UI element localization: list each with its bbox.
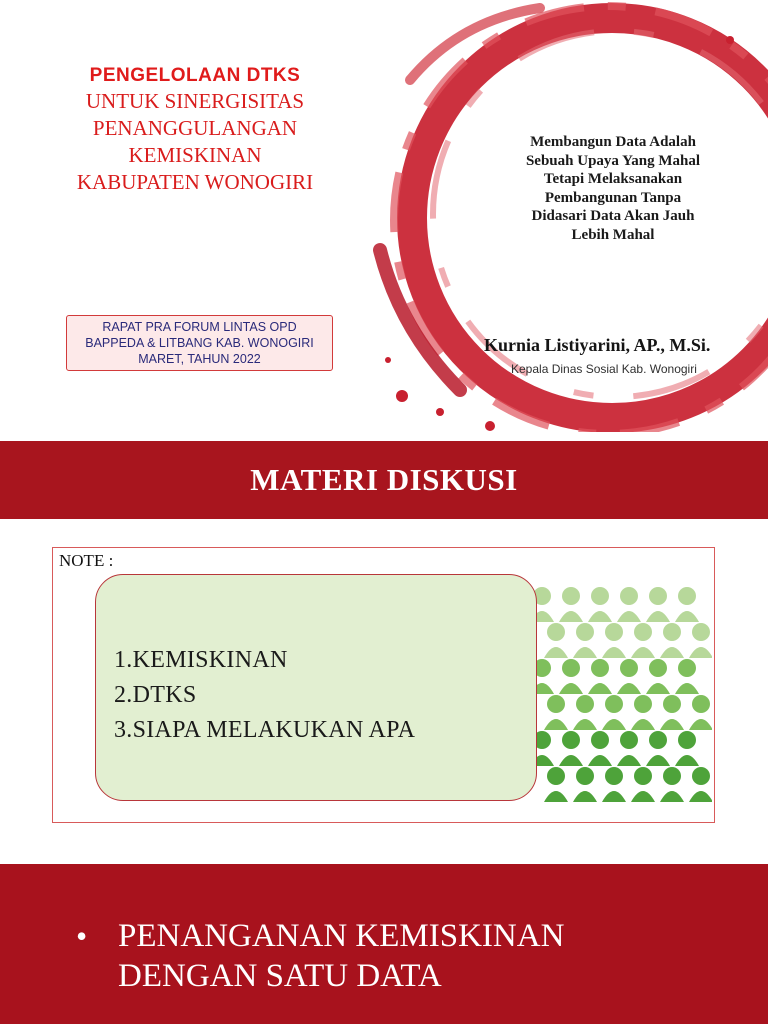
topic-item: 3.SIAPA MELAKUKAN APA — [114, 717, 416, 743]
figure-head — [634, 623, 652, 641]
meeting-line: BAPPEDA & LITBANG KAB. WONOGIRI — [85, 336, 314, 350]
figure-head — [663, 623, 681, 641]
figure-body — [646, 611, 670, 622]
figure-head — [620, 587, 638, 605]
topics-list — [114, 643, 415, 748]
figure-head — [547, 623, 565, 641]
figure-head — [678, 731, 696, 749]
agenda-slide — [0, 432, 768, 864]
author-name: Kurnia Listiyarini, AP., M.Si. — [484, 335, 711, 355]
figure-body — [660, 647, 684, 658]
figure-body — [573, 791, 597, 802]
figure-body — [617, 683, 641, 694]
figure-body — [675, 683, 699, 694]
people-crowd-icon — [530, 582, 712, 808]
quote-line: Membangun Data Adalah — [530, 134, 696, 150]
figure-body — [631, 719, 655, 730]
figure-body — [559, 755, 583, 766]
figure-head — [678, 587, 696, 605]
topic-item: 1.KEMISKINAN — [114, 647, 288, 673]
quote-text — [492, 133, 734, 244]
figure-head — [649, 731, 667, 749]
figure-body — [689, 647, 712, 658]
meeting-info-box — [66, 315, 333, 371]
figure-head — [591, 659, 609, 677]
figure-body — [588, 683, 612, 694]
figure-body — [544, 719, 568, 730]
figure-body — [602, 791, 626, 802]
content-slide — [0, 864, 768, 1024]
figure-body — [588, 755, 612, 766]
figure-head — [576, 695, 594, 713]
figure-head — [678, 659, 696, 677]
figure-head — [605, 623, 623, 641]
figure-head — [562, 731, 580, 749]
figure-head — [634, 695, 652, 713]
agenda-header-bar — [0, 441, 768, 519]
note-label: NOTE : — [59, 551, 114, 570]
figure-body — [544, 791, 568, 802]
figure-body — [675, 755, 699, 766]
figure-body — [544, 647, 568, 658]
topic-item: 2.DTKS — [114, 682, 197, 708]
figure-body — [559, 683, 583, 694]
figure-body — [646, 755, 670, 766]
figure-head — [547, 695, 565, 713]
figure-head — [620, 731, 638, 749]
figure-body — [675, 611, 699, 622]
title-line: PENANGGULANGAN — [92, 116, 298, 140]
figure-body — [617, 755, 641, 766]
figure-body — [559, 611, 583, 622]
figure-body — [660, 719, 684, 730]
figure-body — [602, 647, 626, 658]
title-slide — [0, 0, 768, 432]
title-line: UNTUK SINERGISITAS — [85, 89, 305, 113]
figure-head — [562, 659, 580, 677]
title-line: KEMISKINAN — [128, 143, 262, 167]
topics-card — [95, 574, 537, 801]
figure-head — [605, 695, 623, 713]
figure-head — [692, 767, 710, 785]
title-main: PENGELOLAAN DTKS — [89, 65, 301, 86]
author-role: Kepala Dinas Sosial Kab. Wonogiri — [511, 362, 697, 376]
figure-head — [620, 659, 638, 677]
presentation-title — [30, 64, 360, 196]
quote-line: Didasari Data Akan Jauh — [531, 208, 695, 224]
figure-head — [692, 695, 710, 713]
figure-body — [660, 791, 684, 802]
meeting-line: MARET, TAHUN 2022 — [138, 352, 261, 366]
bullet-item — [76, 916, 678, 996]
figure-head — [649, 659, 667, 677]
figure-head — [663, 767, 681, 785]
figure-body — [689, 791, 712, 802]
figure-head — [605, 767, 623, 785]
figure-body — [689, 719, 712, 730]
figure-head — [547, 767, 565, 785]
figure-head — [576, 623, 594, 641]
bullet-dot-icon: • — [76, 918, 88, 954]
figure-head — [562, 587, 580, 605]
figure-body — [602, 719, 626, 730]
quote-line: Tetapi Melaksanakan — [543, 171, 683, 187]
bullet-text: PENANGANAN KEMISKINAN DENGAN SATU DATA — [118, 918, 565, 994]
quote-line: Pembangunan Tanpa — [544, 189, 682, 206]
quote-line: Lebih Mahal — [571, 226, 655, 243]
agenda-heading: MATERI DISKUSI — [250, 462, 518, 497]
title-line: KABUPATEN WONOGIRI — [76, 170, 314, 194]
figure-body — [631, 791, 655, 802]
figure-body — [588, 611, 612, 622]
figure-head — [634, 767, 652, 785]
figure-body — [646, 683, 670, 694]
figure-body — [573, 647, 597, 658]
figure-head — [576, 767, 594, 785]
figure-body — [617, 611, 641, 622]
quote-line: Sebuah Upaya Yang Mahal — [525, 152, 701, 169]
figure-head — [591, 731, 609, 749]
figure-head — [663, 695, 681, 713]
figure-head — [692, 623, 710, 641]
figure-body — [573, 719, 597, 730]
meeting-line: RAPAT PRA FORUM LINTAS OPD — [102, 320, 297, 334]
figure-head — [591, 587, 609, 605]
figure-head — [649, 587, 667, 605]
figure-body — [631, 647, 655, 658]
